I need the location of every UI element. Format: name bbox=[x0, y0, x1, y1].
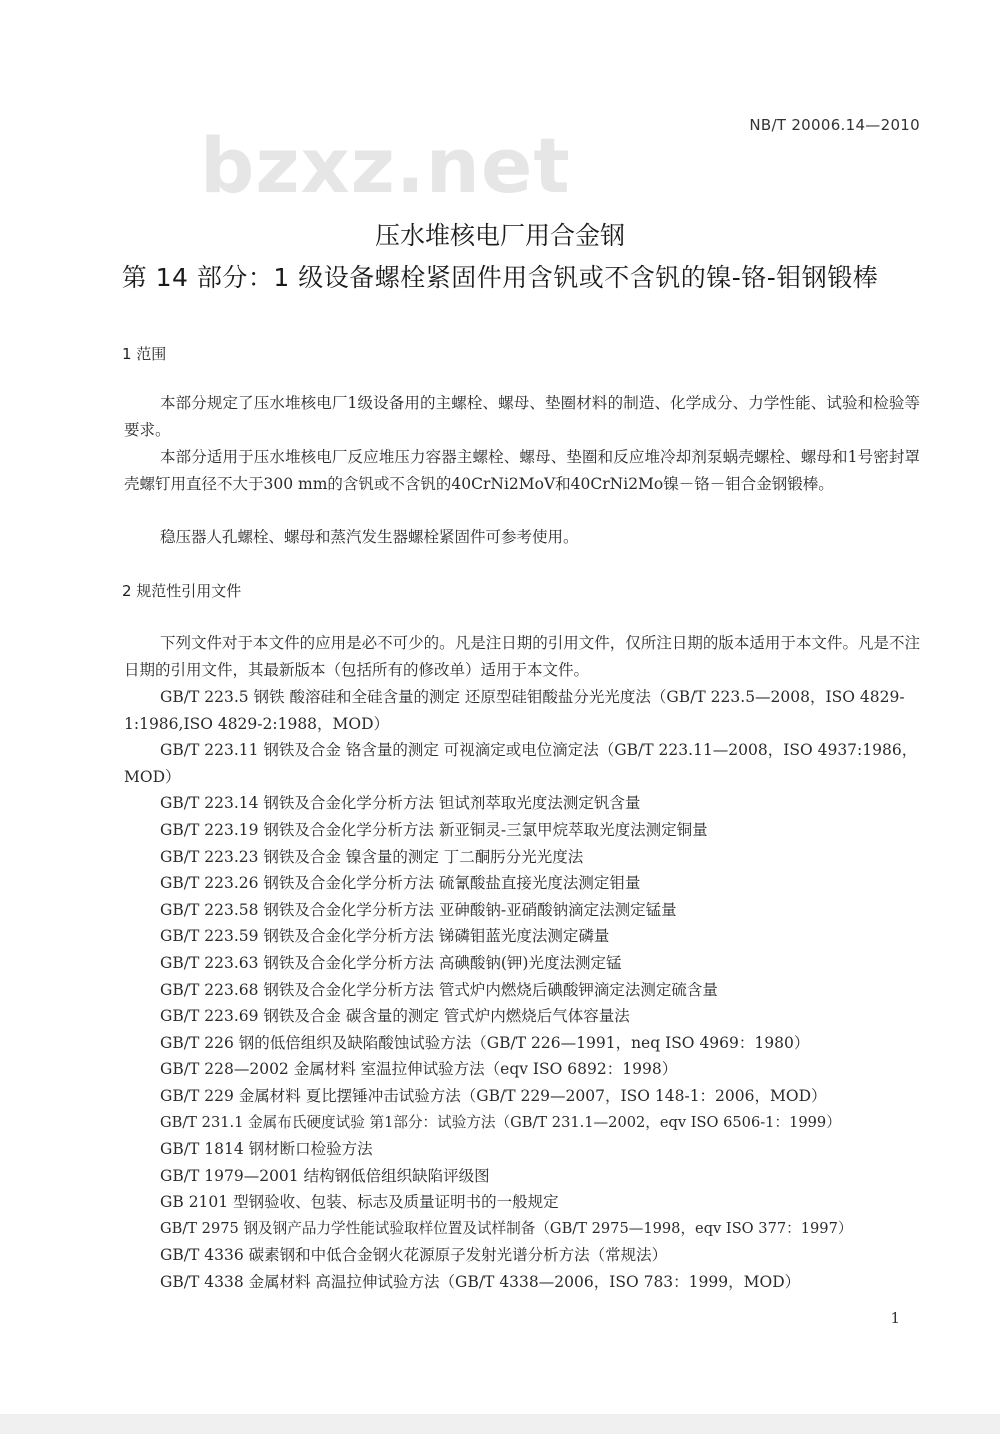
document-title: 压水堆核电厂用合金钢 bbox=[374, 221, 625, 250]
viewer-bottom-bar bbox=[0, 1414, 1000, 1434]
reference-item: GB/T 223.59 钢铁及合金化学分析方法 锑磷钼蓝光度法测定磷量 bbox=[160, 927, 610, 946]
reference-item: GB/T 223.14 钢铁及合金化学分析方法 钽试剂萃取光度法测定钒含量 bbox=[160, 794, 641, 813]
reference-item: GB/T 231.1 金属布氏硬度试验 第1部分：试验方法（GB/T 231.1—2002，eqv ISO 6506-1：1999） bbox=[160, 1113, 841, 1131]
reference-item: GB/T 223.5 钢铁 酸溶硅和全硅含量的测定 还原型硅钼酸盐分光光度法（GB/T 223.5—2008，ISO 4829-1:1986,ISO 4829-2:1988，MOD） bbox=[124, 688, 905, 733]
reference-item: GB/T 223.58 钢铁及合金化学分析方法 亚砷酸钠-亚硝酸钠滴定法测定锰量 bbox=[160, 900, 677, 919]
reference-item: GB/T 1814 钢材断口检验方法 bbox=[160, 1140, 373, 1159]
watermark: bzxz.net bbox=[200, 121, 571, 210]
reference-item: GB/T 223.69 钢铁及合金 碳含量的测定 管式炉内燃烧后气体容量法 bbox=[160, 1007, 630, 1026]
reference-item: GB/T 4336 碳素钢和中低合金钢火花源原子发射光谱分析方法（常规法） bbox=[160, 1246, 668, 1265]
reference-item: GB/T 223.23 钢铁及合金 镍含量的测定 丁二酮肟分光光度法 bbox=[160, 847, 584, 866]
reference-list bbox=[124, 684, 924, 1296]
reference-item: GB/T 223.26 钢铁及合金化学分析方法 硫氰酸盐直接光度法测定钼量 bbox=[160, 874, 641, 893]
section-1-paragraph: 本部分适用于压水堆核电厂反应堆压力容器主螺栓、螺母、垫圈和反应堆冷却剂泵蜗壳螺栓、螺母和1号密封罩壳螺钉用直径不大于300 mm的含钒或不含钒的40CrNi2MoV和40CrNi2Mo镍－铬－钼合金钢锻棒。 bbox=[124, 448, 920, 493]
document-subtitle: 第 14 部分：1 级设备螺栓紧固件用含钒或不含钒的镍-铬-钼钢锻棒 bbox=[121, 263, 879, 292]
reference-item: GB/T 4338 金属材料 高温拉伸试验方法（GB/T 4338—2006，ISO 783：1999，MOD） bbox=[160, 1273, 801, 1292]
reference-item: GB 2101 型钢验收、包装、标志及质量证明书的一般规定 bbox=[160, 1193, 559, 1212]
section-2-heading: 2 规范性引用文件 bbox=[122, 582, 242, 600]
reference-item: GB/T 226 钢的低倍组织及缺陷酸蚀试验方法（GB/T 226—1991，neq ISO 4969：1980） bbox=[160, 1033, 810, 1052]
standard-code: NB/T 20006.14—2010 bbox=[749, 116, 920, 134]
section-2-intro: 下列文件对于本文件的应用是必不可少的。凡是注日期的引用文件，仅所注日期的版本适用于本文件。凡是不注日期的引用文件，其最新版本（包括所有的修改单）适用于本文件。 bbox=[124, 634, 920, 679]
reference-item: GB/T 223.63 钢铁及合金化学分析方法 高碘酸钠(钾)光度法测定锰 bbox=[160, 953, 622, 972]
section-1-heading: 1 范围 bbox=[122, 345, 167, 363]
reference-item: GB/T 1979—2001 结构钢低倍组织缺陷评级图 bbox=[160, 1166, 490, 1185]
page-number: 1 bbox=[890, 1309, 900, 1327]
reference-item: GB/T 223.19 钢铁及合金化学分析方法 新亚铜灵-三氯甲烷萃取光度法测定铜量 bbox=[160, 820, 708, 839]
reference-item: GB/T 223.68 钢铁及合金化学分析方法 管式炉内燃烧后碘酸钾滴定法测定硫含量 bbox=[160, 980, 718, 999]
section-1-paragraph: 稳压器人孔螺栓、螺母和蒸汽发生器螺栓紧固件可参考使用。 bbox=[160, 528, 579, 546]
reference-item: GB/T 229 金属材料 夏比摆锤冲击试验方法（GB/T 229—2007，ISO 148-1：2006，MOD） bbox=[160, 1086, 827, 1105]
reference-item: GB/T 223.11 钢铁及合金 铬含量的测定 可视滴定或电位滴定法（GB/T 223.11—2008，ISO 4937:1986，MOD） bbox=[124, 741, 918, 786]
reference-item: GB/T 228—2002 金属材料 室温拉伸试验方法（eqv ISO 6892：1998） bbox=[160, 1060, 678, 1079]
section-1-paragraph: 本部分规定了压水堆核电厂1级设备用的主螺栓、螺母、垫圈材料的制造、化学成分、力学性能、试验和检验等要求。 bbox=[124, 394, 920, 439]
reference-item: GB/T 2975 钢及钢产品力学性能试验取样位置及试样制备（GB/T 2975—1998，eqv ISO 377：1997） bbox=[160, 1219, 853, 1237]
